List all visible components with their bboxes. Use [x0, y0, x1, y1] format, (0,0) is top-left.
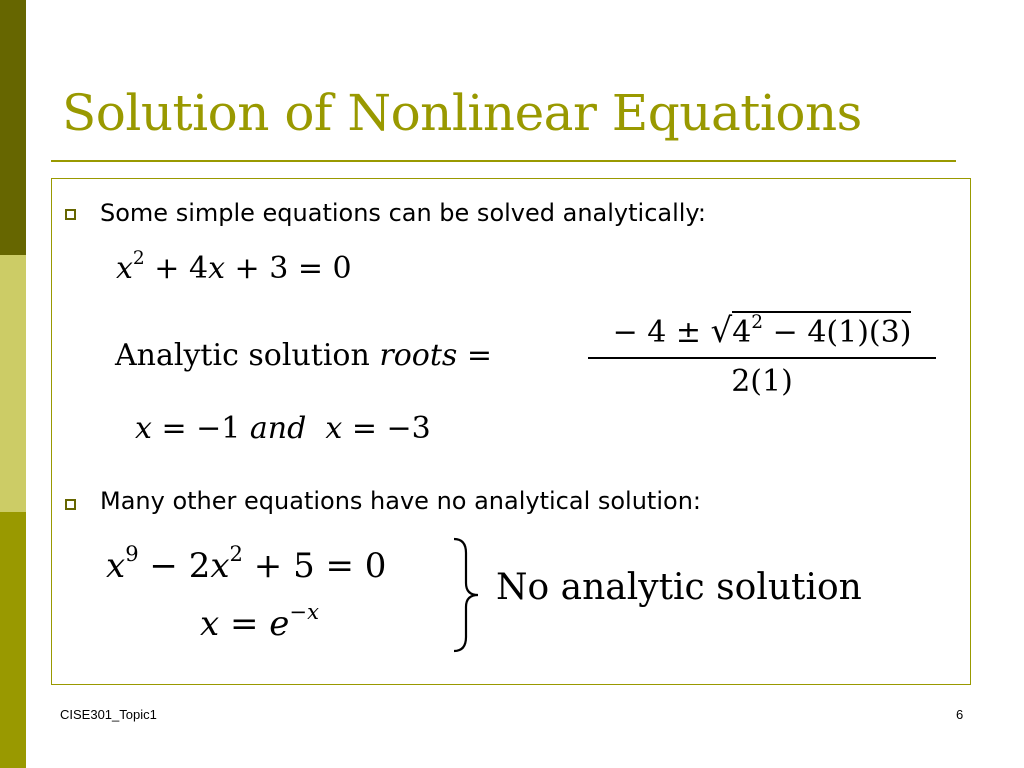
slide-title: Solution of Nonlinear Equations [62, 84, 862, 142]
square-bullet-icon [65, 499, 76, 510]
bullet-text-2: Many other equations have no analytical solution: [100, 487, 701, 515]
side-bar-dark [0, 0, 26, 255]
fraction-numerator: − $4 \pm √4^2 - 4(1)(3)$ [612, 311, 912, 351]
footer-course-label: CISE301_Topic1 [60, 707, 157, 722]
equation-polynomial: $x^9 - 2x^2 + 5 = 0$ [106, 541, 387, 586]
side-bar-olive [0, 512, 26, 768]
bullet-text-1: Some simple equations can be solved analytically: [100, 199, 706, 227]
fraction-denominator: 2(1) [731, 364, 793, 399]
sqrt-icon: √ [710, 311, 733, 351]
no-analytic-solution-label: No analytic solution [496, 567, 862, 608]
equation-solutions: x = −1 and x = −3 [135, 411, 431, 446]
side-bar-light [0, 255, 26, 512]
square-bullet-icon [65, 209, 76, 220]
equation-roots-label: Analytic solution roots = [115, 338, 492, 373]
fraction-bar [588, 357, 936, 359]
equation-exponential: $x = e^{-x}$ [200, 599, 319, 644]
right-brace-icon [452, 537, 482, 653]
page-number: 6 [956, 707, 964, 722]
equation-quadratic: $x^2 + 4x + 3 = 0$ [116, 248, 352, 286]
title-underline [51, 160, 956, 162]
